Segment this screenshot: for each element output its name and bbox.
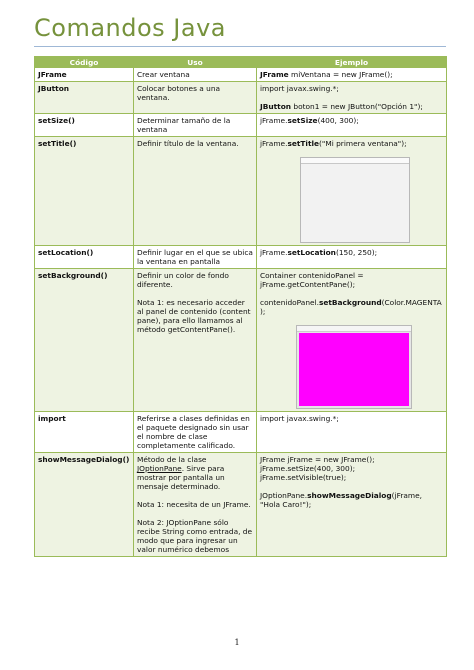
uso-paragraph: Nota 1: necesita de un JFrame. xyxy=(137,500,251,509)
table-row xyxy=(35,68,447,82)
uso-paragraph: Nota 2: JOptionPane sólo recibe String como entrada, de modo que para ingresar un valor numérico debemos xyxy=(137,518,253,554)
ejemplo-paragraph: JFrame miVentana = new JFrame(); xyxy=(260,70,393,79)
cell-uso xyxy=(134,68,257,82)
cell-codigo: setBackground() xyxy=(35,269,134,412)
table-header-row xyxy=(35,57,447,68)
uso-paragraph: Crear ventana xyxy=(137,70,190,79)
ejemplo-paragraph: JFrame jFrame = new JFrame(); jFrame.setSize(400, 300); jFrame.setVisible(true); xyxy=(260,455,375,482)
window-title-bar xyxy=(301,158,409,164)
page-title: Comandos Java xyxy=(34,14,226,42)
cell-codigo: setTitle() xyxy=(35,137,134,246)
cell-uso xyxy=(134,269,257,412)
magenta-window-screenshot xyxy=(296,325,412,409)
cell-codigo: import xyxy=(35,412,134,453)
cell-ejemplo xyxy=(257,137,447,246)
uso-paragraph: Método de la clase JOptionPane. Sirve para mostrar por pantalla un mensaje determinado. xyxy=(137,455,225,491)
header-uso: Uso xyxy=(134,57,257,68)
cell-codigo: JButton xyxy=(35,82,134,114)
ejemplo-paragraph: JButton boton1 = new JButton("Opción 1"); xyxy=(260,102,423,111)
cell-ejemplo xyxy=(257,246,447,269)
cell-ejemplo xyxy=(257,269,447,412)
cell-codigo: setLocation() xyxy=(35,246,134,269)
ejemplo-paragraph: Container contenidoPanel = jFrame.getContentPane(); xyxy=(260,271,364,289)
cell-uso xyxy=(134,114,257,137)
title-underline xyxy=(34,46,446,47)
table-row xyxy=(35,412,447,453)
cell-ejemplo xyxy=(257,68,447,82)
uso-paragraph: Referirse a clases definidas en el paquete designado sin usar el nombre de clase completamente calificado. xyxy=(137,414,250,450)
ejemplo-paragraph: jFrame.setSize(400, 300); xyxy=(260,116,359,125)
uso-paragraph: Colocar botones a una ventana. xyxy=(137,84,221,102)
table-row xyxy=(35,114,447,137)
header-codigo: Código xyxy=(35,57,134,68)
cell-ejemplo xyxy=(257,453,447,557)
cell-uso xyxy=(134,82,257,114)
window-screenshot xyxy=(300,157,410,243)
ejemplo-paragraph: jFrame.setTitle("Mi primera ventana"); xyxy=(260,139,407,148)
cell-codigo: setSize() xyxy=(35,114,134,137)
ejemplo-paragraph: JOptionPane.showMessageDialog(jFrame, "Hola Caro!"); xyxy=(260,491,422,509)
cell-ejemplo xyxy=(257,114,447,137)
cell-codigo: JFrame xyxy=(35,68,134,82)
commands-table xyxy=(34,56,447,557)
cell-uso xyxy=(134,453,257,557)
uso-paragraph: Definir un color de fondo diferente. xyxy=(137,271,229,289)
uso-paragraph: Nota 1: es necesario acceder al panel de contenido (content pane), para ello llamamos al método getContentPane(). xyxy=(137,298,251,334)
cell-uso xyxy=(134,246,257,269)
table-row xyxy=(35,453,447,557)
cell-ejemplo xyxy=(257,82,447,114)
ejemplo-paragraph: jFrame.setLocation(150, 250); xyxy=(260,248,378,257)
uso-paragraph: Definir lugar en el que se ubica la ventana en pantalla xyxy=(137,248,253,266)
cell-uso xyxy=(134,137,257,246)
uso-paragraph: Determinar tamaño de la ventana xyxy=(137,116,231,134)
page-number: 1 xyxy=(234,638,240,647)
ejemplo-paragraph: import javax.swing.*; xyxy=(260,84,339,93)
ejemplo-paragraph: import javax.swing.*; xyxy=(260,414,339,423)
magenta-content-pane xyxy=(299,333,409,406)
uso-paragraph: Definir título de la ventana. xyxy=(137,139,239,148)
cell-uso xyxy=(134,412,257,453)
table-row xyxy=(35,82,447,114)
table-row xyxy=(35,246,447,269)
header-ejemplo: Ejemplo xyxy=(257,57,447,68)
cell-codigo: showMessageDialog() xyxy=(35,453,134,557)
ejemplo-paragraph: contenidoPanel.setBackground(Color.MAGENTA); xyxy=(260,298,442,316)
table-row xyxy=(35,137,447,246)
table-row xyxy=(35,269,447,412)
window-title-bar xyxy=(297,326,411,332)
cell-ejemplo xyxy=(257,412,447,453)
